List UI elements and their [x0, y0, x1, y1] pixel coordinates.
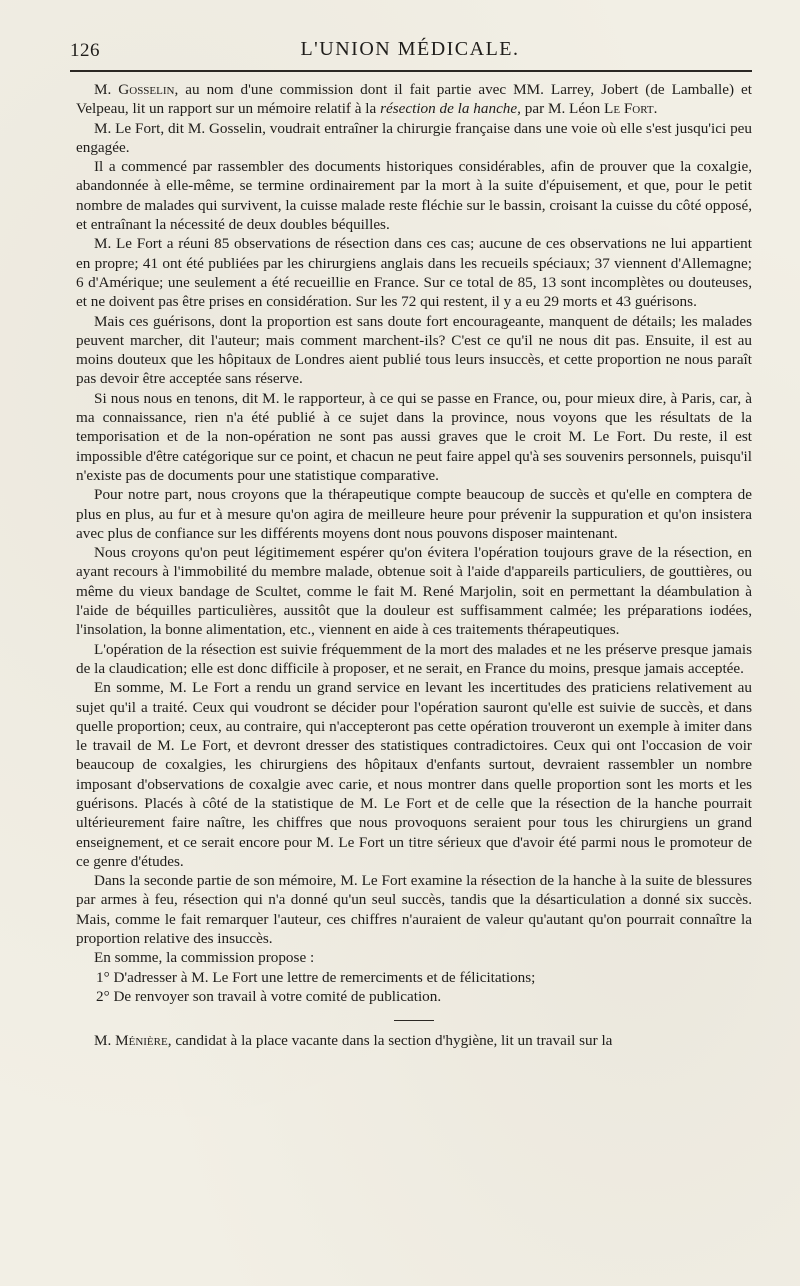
page-header	[70, 34, 750, 64]
running-title: L'UNION MÉDICALE.	[300, 38, 520, 60]
paragraph-intro: M. Gosselin, au nom d'une commission dont il fait partie avec MM. Larrey, Jobert (de Lamballe) et Velpeau, lit un rapport sur un mémoire relatif à la résection de la hanche, par M. Léon Le Fort.	[76, 81, 752, 118]
paragraph: L'opération de la résection est suivie fréquemment de la mort des malades et ne les préserve presque jamais de la claudication; elle est donc difficile à proposer, et ne serait, en France du moins, presque jamais acceptée.	[76, 640, 752, 677]
speaker-name: M. Gosselin	[94, 81, 175, 98]
article-body	[76, 80, 752, 1051]
paragraph: En somme, M. Le Fort a rendu un grand service en levant les incertitudes des praticiens relativement au sujet qu'il a traité. Ceux qui voudront se décider pour l'opération sauront qu'elle est suivie de succès, et dans quelle proportion; ceux, au contraire, qui n'accepteront pas cette opération trouveront un exemple à imiter dans le travail de M. Le Fort, et devront dresser des statistiques contradictoires. Ceux qui ont l'occasion de voir beaucoup de coxalgies, les chirurgiens des hôpitaux d'enfants surtout, devraient rassembler un nombre imposant d'observations de coxalgie avec carie, et nous montrer dans quelle proportion sont les morts et les guérisons. Placés à côté de la statistique de M. Le Fort et de celle que la résection de la hanche pourrait ultérieurement faire naître, les chiffres que nous provoquons seraient pour tous les chirurgiens un grand enseignement, et ce serait encore pour M. Le Fort un titre sérieux que d'avoir été parmi nous le promoteur de ce genre d'études.	[76, 679, 752, 870]
paragraph: Il a commencé par rassembler des documents historiques considérables, afin de prouver que la coxalgie, abandonnée à elle-même, se termine ordinairement par la mort à la suite d'épuisement, et que, pour le petit nombre de malades qui survivent, la cuisse malade reste fléchie sur le bassin, croisant la cuisse du côté opposé, et entraînant la nécessité de deux doubles béquilles.	[76, 158, 752, 234]
paragraph: Dans la seconde partie de son mémoire, M. Le Fort examine la résection de la hanche à la suite de blessures par armes à feu, résection qui n'a donné qu'un seul succès, tandis que la désarticulation a donné six succès. Mais, comme le fait remarquer l'auteur, ces chiffres n'auraient de valeur qu'autant qu'on pourrait connaître la proportion relative des insuccès.	[76, 872, 752, 948]
paragraph: Mais ces guérisons, dont la proportion est sans doute fort encourageante, manquent de détails; les malades peuvent marcher, dit l'auteur; mais comment marchent-ils? C'est ce qu'il ne nous dit pas. Ensuite, il est au moins douteux que les hôpitaux de Londres aient publié tous leurs insuccès, et cette proportion ne nous paraît pas devoir être acceptée sans réserve.	[76, 312, 752, 388]
page-number: 126	[70, 40, 100, 61]
paragraph: Pour notre part, nous croyons que la thérapeutique compte beaucoup de succès et qu'elle en comptera de plus en plus, au fur et à mesure qu'on agira de meilleure heure pour prévenir la suppuration et qu'on insistera avec plus de confiance sur les différents moyens dont nous pouvons disposer maintenant.	[76, 486, 752, 542]
header-rule	[70, 70, 752, 72]
proposal-item: 1° D'adresser à M. Le Fort une lettre de remerciments et de félicitations;	[96, 968, 536, 986]
paragraph: M. Le Fort, dit M. Gosselin, voudrait entraîner la chirurgie française dans une voie où elle s'est jusqu'ici peu engagée.	[76, 119, 752, 156]
paragraph: Nous croyons qu'on peut légitimement espérer qu'on évitera l'opération toujours grave de la résection, en ayant recours à l'immobilité du membre malade, obtenue soit à l'aide d'appareils particuliers, de gouttières, ou même du vieux bandage de Scultet, comme le fait M. René Marjolin, soit en permettant la déambulation à l'aide de béquilles particulières, aussitôt que la douleur est suffisamment calmée; les préparations iodées, l'insolation, la bonne alimentation, etc., viennent en aide à ces traitements thérapeutiques.	[76, 544, 752, 639]
paragraph: En somme, la commission propose :	[94, 949, 315, 967]
paragraph-final: M. Ménière, candidat à la place vacante dans la section d'hygiène, lit un travail sur la	[94, 1032, 613, 1050]
paragraph: M. Le Fort a réuni 85 observations de résection dans ces cas; aucune de ces observations ne lui appartient en propre; 41 ont été publiées par les chirurgiens anglais dans les recueils spéciaux; 37 viennent d'Allemagne; 6 d'Amérique; une seulement a été recueillie en France. Sur ce total de 85, 13 sont incomplètes ou douteuses, et ne doivent pas être prises en considération. Sur les 72 qui restent, il y a eu 29 morts et 43 guérisons.	[76, 235, 752, 311]
speaker-name: M. Ménière	[94, 1032, 168, 1050]
proposal-item: 2° De renvoyer son travail à votre comité de publication.	[96, 987, 442, 1005]
author-name: Le Fort	[604, 100, 654, 118]
paragraph: Si nous nous en tenons, dit M. le rapporteur, à ce qui se passe en France, ou, pour mieux dire, à Paris, car, à ma connaissance, rien n'a été publié à ce sujet dans la province, nous voyons que les résultats de la temporisation et de la non-opération ne sont pas aussi graves que le croit M. Le Fort. Du reste, il est impossible d'être catégorique sur ce point, et chacun ne peut faire appel qu'à ses souvenirs personnels, puisqu'il n'existe pas de documents pour une statistique comparative.	[76, 389, 752, 484]
section-separator	[394, 1020, 434, 1021]
memoir-title: résection de la hanche	[380, 100, 518, 118]
